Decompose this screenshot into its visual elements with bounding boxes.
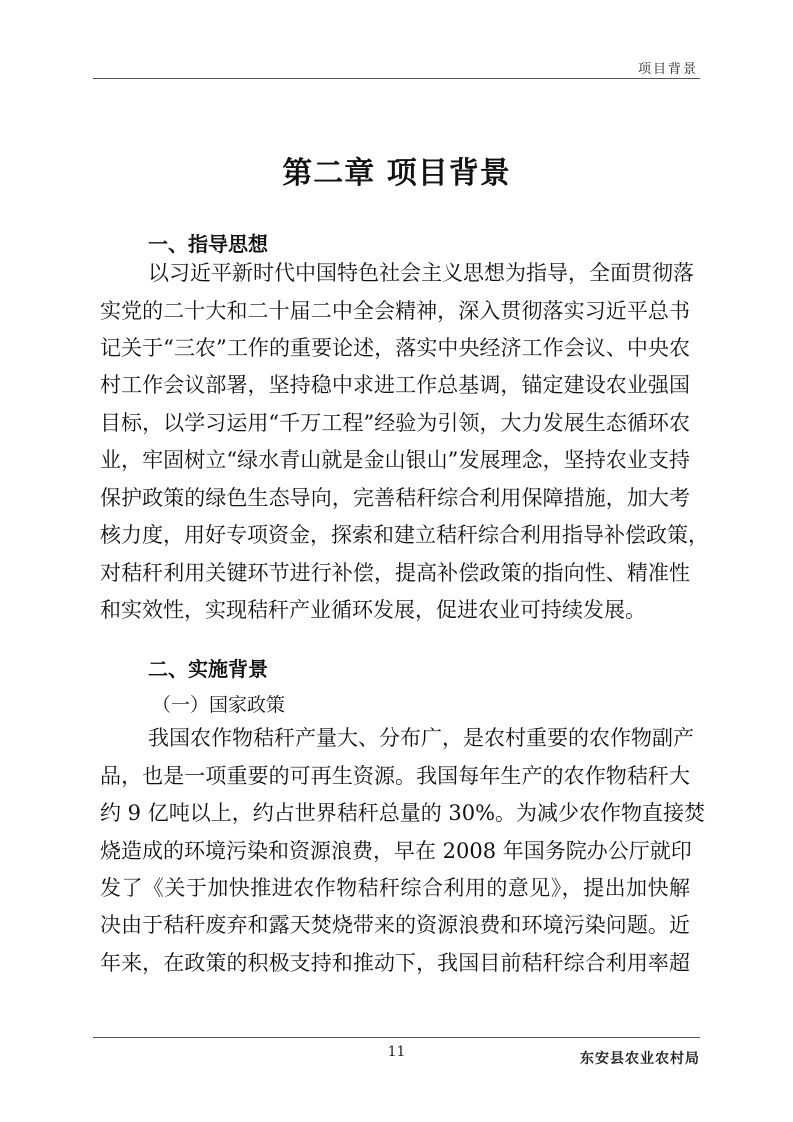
paragraph-line: 我国农作物秸秆产量大、分布广，是农村重要的农作物副产 xyxy=(148,726,694,750)
section-heading-guiding-ideology: 一、指导思想 xyxy=(148,232,268,256)
paragraph-line: 村工作会议部署，坚持稳中求进工作总基调，锚定建设农业强国 xyxy=(100,373,690,397)
paragraph-line: 实党的二十大和二十届二中全会精神，深入贯彻落实习近平总书 xyxy=(100,299,690,323)
page-footer xyxy=(93,1037,700,1068)
page-header xyxy=(93,58,700,79)
section-heading-background: 二、实施背景 xyxy=(148,657,268,681)
subsection-heading-national-policy: （一）国家政策 xyxy=(152,694,286,716)
paragraph-line: 和实效性，实现秸秆产业循环发展，促进农业可持续发展。 xyxy=(100,598,646,622)
paragraph-line: 以习近平新时代中国特色社会主义思想为指导，全面贯彻落 xyxy=(148,261,694,285)
paragraph-line: 保护政策的绿色生态导向，完善秸秆综合利用保障措施，加大考 xyxy=(100,486,690,510)
paragraph-line: 品，也是一项重要的可再生资源。我国每年生产的农作物秸秆大 xyxy=(100,764,690,788)
paragraph-line: 业，牢固树立“绿水青山就是金山银山”发展理念，坚持农业支持 xyxy=(100,448,690,472)
page-number: 11 xyxy=(387,1044,406,1060)
footer-organization: 东安县农业农村局 xyxy=(580,1051,700,1067)
running-header-title: 项目背景 xyxy=(637,62,698,77)
paragraph-line: 烧造成的环境污染和资源浪费，早在 2008 年国务院办公厅就印 xyxy=(100,839,692,863)
chapter-title: 第二章 项目背景 xyxy=(282,156,511,191)
paragraph-line: 对秸秆利用关键环节进行补偿，提高补偿政策的指向性、精准性 xyxy=(100,561,690,585)
paragraph-line: 年来，在政策的积极支持和推动下，我国目前秸秆综合利用率超 xyxy=(100,951,690,975)
paragraph-line: 约 9 亿吨以上，约占世界秸秆总量的 30%。为减少农作物直接焚 xyxy=(100,801,706,825)
paragraph-line: 记关于“三农”工作的重要论述，落实中央经济工作会议、中央农 xyxy=(100,336,690,360)
paragraph-line: 发了《关于加快推进农作物秸秆综合利用的意见》，提出加快解 xyxy=(100,876,690,900)
paragraph-line: 目标，以学习运用“千万工程”经验为引领，大力发展生态循环农 xyxy=(100,411,690,435)
paragraph-line: 核力度，用好专项资金，探索和建立秸秆综合利用指导补偿政策， xyxy=(100,523,709,547)
paragraph-line: 决由于秸秆废弃和露天焚烧带来的资源浪费和环境污染问题。近 xyxy=(100,913,690,937)
